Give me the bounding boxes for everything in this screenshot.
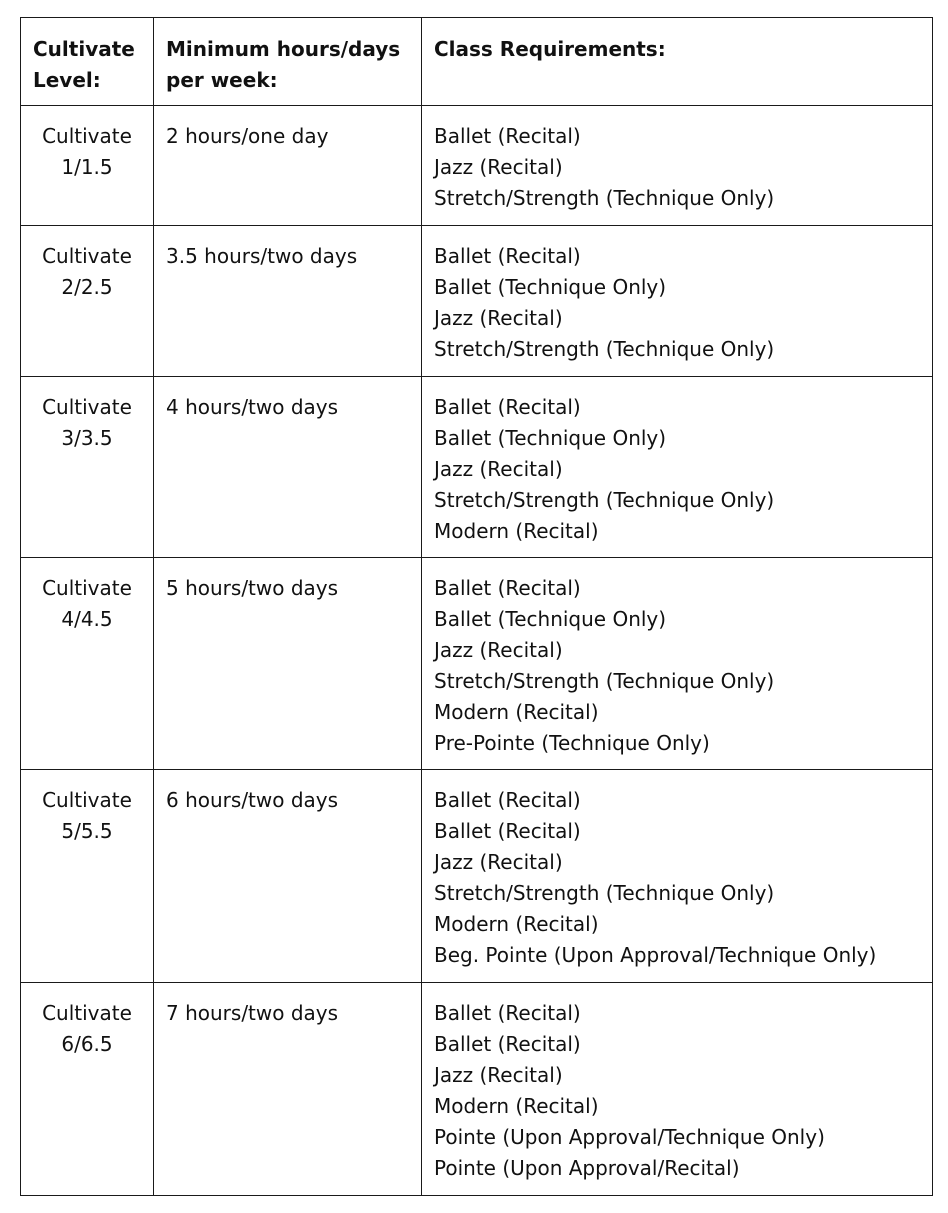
classes-cell [422,106,933,226]
header-level [21,18,154,106]
class-list [422,226,932,365]
table-body [21,106,933,1196]
level-name: Cultivate [42,788,132,812]
level-number: 4/4.5 [61,607,113,631]
classes-cell [422,983,933,1196]
table-row [21,770,933,983]
class-item: Jazz (Recital) [434,1063,563,1087]
hours-text: 7 hours/two days [166,1001,339,1025]
level-number: 2/2.5 [61,275,113,299]
class-item: Pointe (Upon Approval/Recital) [434,1156,740,1180]
header-hours [154,18,422,106]
class-item: Ballet (Recital) [434,1001,581,1025]
header-hours-label: Minimum hours/days per week: [166,37,401,92]
level-number: 1/1.5 [61,155,113,179]
hours-text: 4 hours/two days [166,395,339,419]
hours-text: 6 hours/two days [166,788,339,812]
hours-cell [154,377,422,558]
class-item: Beg. Pointe (Upon Approval/Technique Only) [434,943,877,967]
level-name: Cultivate [42,576,132,600]
class-item: Modern (Recital) [434,912,599,936]
table-row [21,377,933,558]
hours-text: 3.5 hours/two days [166,244,358,268]
class-item: Stretch/Strength (Technique Only) [434,881,775,905]
class-item: Stretch/Strength (Technique Only) [434,488,775,512]
hours-cell [154,983,422,1196]
class-list [422,770,932,971]
class-item: Jazz (Recital) [434,457,563,481]
level-name: Cultivate [42,244,132,268]
level-text [21,106,153,183]
level-text [21,770,153,847]
table-row [21,558,933,770]
class-item: Stretch/Strength (Technique Only) [434,669,775,693]
hours-text: 2 hours/one day [166,124,329,148]
class-item: Modern (Recital) [434,700,599,724]
level-cell [21,558,154,770]
class-item: Jazz (Recital) [434,850,563,874]
level-text [21,377,153,454]
level-number: 6/6.5 [61,1032,113,1056]
level-number: 3/3.5 [61,426,113,450]
class-item: Stretch/Strength (Technique Only) [434,337,775,361]
class-list [422,558,932,759]
hours-text: 5 hours/two days [166,576,339,600]
level-cell [21,226,154,377]
table-row [21,226,933,377]
class-item: Ballet (Recital) [434,1032,581,1056]
class-list [422,377,932,547]
table-header [21,18,933,106]
header-classes [422,18,933,106]
class-list [422,983,932,1184]
class-item: Pointe (Upon Approval/Technique Only) [434,1125,825,1149]
class-item: Jazz (Recital) [434,306,563,330]
class-item: Stretch/Strength (Technique Only) [434,186,775,210]
class-item: Ballet (Technique Only) [434,426,667,450]
class-item: Ballet (Technique Only) [434,607,667,631]
class-item: Pre-Pointe (Technique Only) [434,731,710,755]
class-item: Modern (Recital) [434,519,599,543]
class-item: Ballet (Recital) [434,576,581,600]
class-item: Jazz (Recital) [434,638,563,662]
level-cell [21,983,154,1196]
header-level-label: Cultivate Level: [33,37,135,92]
level-name: Cultivate [42,395,132,419]
class-item: Ballet (Recital) [434,244,581,268]
hours-cell [154,106,422,226]
level-cell [21,377,154,558]
class-item: Modern (Recital) [434,1094,599,1118]
class-item: Jazz (Recital) [434,155,563,179]
level-cell [21,770,154,983]
hours-cell [154,770,422,983]
level-text [21,983,153,1060]
header-row [21,18,933,106]
classes-cell [422,377,933,558]
table-row [21,983,933,1196]
class-item: Ballet (Technique Only) [434,275,667,299]
class-item: Ballet (Recital) [434,395,581,419]
class-requirements-table [20,17,933,1196]
classes-cell [422,226,933,377]
classes-cell [422,558,933,770]
level-name: Cultivate [42,1001,132,1025]
hours-cell [154,226,422,377]
header-classes-label: Class Requirements: [434,37,666,61]
level-name: Cultivate [42,124,132,148]
level-number: 5/5.5 [61,819,113,843]
classes-cell [422,770,933,983]
class-item: Ballet (Recital) [434,124,581,148]
table-row [21,106,933,226]
class-list [422,106,932,214]
level-cell [21,106,154,226]
class-item: Ballet (Recital) [434,819,581,843]
class-item: Ballet (Recital) [434,788,581,812]
hours-cell [154,558,422,770]
level-text [21,226,153,303]
level-text [21,558,153,635]
